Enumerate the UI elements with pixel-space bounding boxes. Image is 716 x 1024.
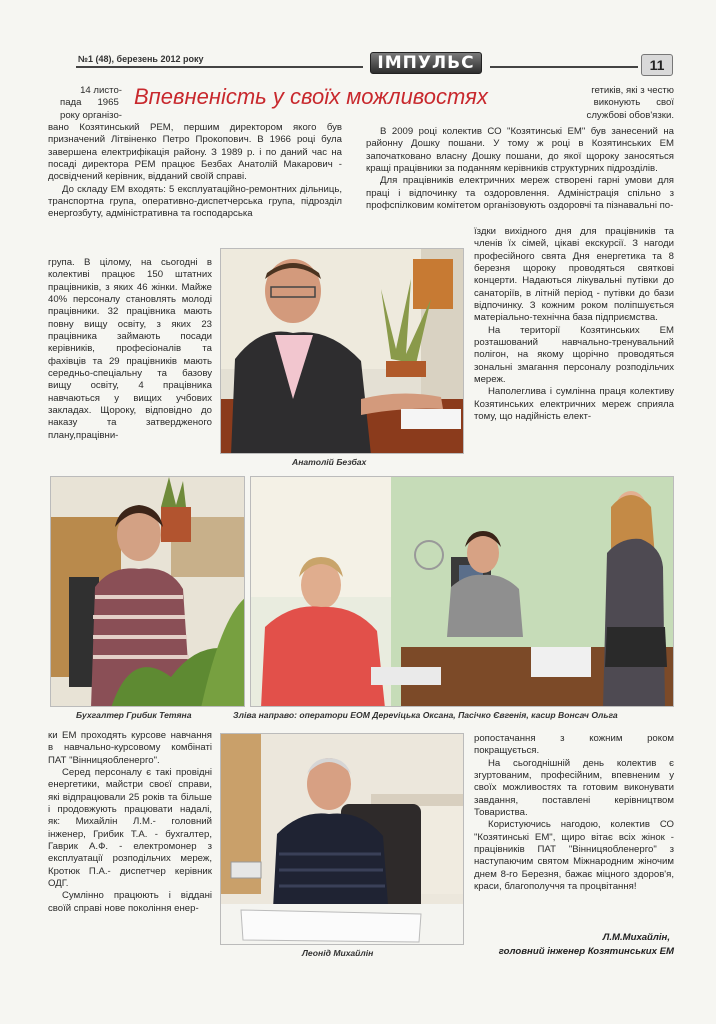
lead-line: гетиків, які з честю [591, 85, 674, 96]
paragraph: Наполеглива і сумлінна праця колективу Козятинських електричних мереж сприяла тому, що надійність елект- [474, 386, 674, 423]
signature-name: Л.М.Михайлін, [602, 932, 670, 943]
paragraph: В 2009 році колектив СО "Козятинські ЕМ" був занесений на районну Дошку пошани. У тому ж році в Козятинських ЕМ започатковано власну Дошку пошани, до якої щороку заносяться кращі працівники за поданням керівників структурних підрозділів. [366, 126, 674, 175]
col2-lead [578, 85, 674, 122]
operators-photo [250, 476, 674, 707]
director-photo [220, 248, 464, 454]
lead-line: виконують свої [593, 97, 674, 109]
paragraph: їздки вихідного дня для працівників та членів їх сімей, цікаві екскурсії. З нагоди професійного свята Дня енергетика та 8 березня щороку проводяться святкові концерти. Надаються лікувальні путівки до санаторіїв, в літній період - путівки до бази відпочинку. З кожним роком поліпшується матеріально-технічна база підприємства. [474, 226, 674, 324]
paragraph: Сумлінно працюють і віддані своїй справі нове покоління енер- [48, 890, 212, 914]
header-rule-left [76, 66, 363, 68]
caption-operators: Зліва направо: оператори ЕОМ Дерevіцька Оксана, Пасічко Євгенія, касир Вонсач Ольга [233, 710, 618, 720]
caption-engineer: Леонід Михайлін [302, 948, 374, 958]
paragraph: Користуючись нагодою, колектив СО "Козятинські ЕМ", щиро вітає всіх жінок - працівників ПАТ "Вінницяобленерго" з наступаючим святом Міжнародним жіночим днем 8-го Березня, бажає міцного здоров'я, краси, благополуччя та процвітання! [474, 819, 674, 893]
issue-label: №1 (48), березень 2012 року [78, 54, 204, 64]
engineer-photo [220, 733, 464, 945]
impuls-logo [365, 52, 487, 74]
page-number: 11 [641, 54, 673, 76]
paragraph: На території Козятинських ЕМ розташований навчально-тренувальний полігон, на якому щорічно проводяться зональні змагання персоналу розподільчих мереж. [474, 324, 674, 386]
intro-line: пада 1965 [60, 97, 119, 109]
intro-block [60, 85, 122, 122]
column2-narrow [474, 226, 674, 424]
column2-top [366, 126, 674, 212]
column2-bottom [474, 733, 674, 893]
paragraph: До складу ЕМ входять: 5 експлуатаційно-ремонтних дільниць, транспортна група, оперативно-диспетчерська група, підрозділ енергозбуту, адміністративна та господарська [48, 183, 342, 220]
accountant-photo [50, 476, 245, 707]
column1-narrow [48, 257, 212, 442]
lead-line: службові обов'язки. [586, 109, 674, 121]
column1-bottom [48, 730, 212, 915]
column1-top [48, 122, 342, 221]
signature-role: головний інженер Козятинських ЕМ [498, 946, 674, 957]
header-rule-right [490, 66, 638, 68]
caption-director: Анатолій Безбах [292, 457, 367, 467]
paragraph: Серед персоналу є такі провідні енергетики, майстри своєї справи, які відпрацювали 25 років та більше і продовжують працювати надалі, як: Михайлін Л.М.- головний інженер, Грибик Т.А. - бухгалтер, Гаврик А.Ф. - електромонер з експлуатації розподільчих мереж, Кротюк П.А.- диспетчер керівник ОДГ. [48, 767, 212, 890]
paragraph: Для працівників електричних мереж створені гарні умови для праці і відпочинку та оздоровлення. Адміністрація спільно з профспілковим комітетом організовують оздоровчі та пізнавальні по- [366, 175, 674, 212]
caption-accountant: Бухгалтер Грибик Тетяна [76, 710, 192, 720]
paragraph: вано Козятинський РЕМ, першим директором якого був призначений Літвіненко Петро Прокопович. В 1966 році була завершена електрифікація району. З 1989 р. і по даний час на посаді директора РЕМ працює Безбах Анатолій Макарович - досвідчений керівник, відданий своїй справі. [48, 122, 342, 183]
paragraph: ропостачання з кожним роком покращується. [474, 733, 674, 757]
paragraph: На сьогоднішній день колектив є згуртованим, професійним, впевненим у своїх можливостях та готовим виконувати завдання, поставлені керівництвом Товариства. [474, 757, 674, 819]
logo-text: ІМПУЛЬС [370, 52, 481, 74]
paragraph: ки ЕМ проходять курсове навчання в навчально-курсовому комбінаті ПАТ "Вінницяобленерго". [48, 730, 212, 766]
paragraph: група. В цілому, на сьогодні в колективі працює 150 штатних працівників, з яких 46 жінки. Майже 40% персоналу становлять молоді працівники. 32 працівника мають повну вищу освіту, з яких 23 працівника займають посади керівників, професіоналів та фахівців та 29 працівників мають середньо-спеціальну та базову вищу освіту, 4 працівника навчаються у вищих учбових закладах. Щороку, відповідно до наказу та затвердженого плану,працівни- [48, 257, 212, 441]
article-title: Впевненість у своїх можливостях [134, 84, 488, 109]
intro-line: 14 листо- [80, 85, 122, 96]
intro-line: року організо- [60, 109, 122, 121]
